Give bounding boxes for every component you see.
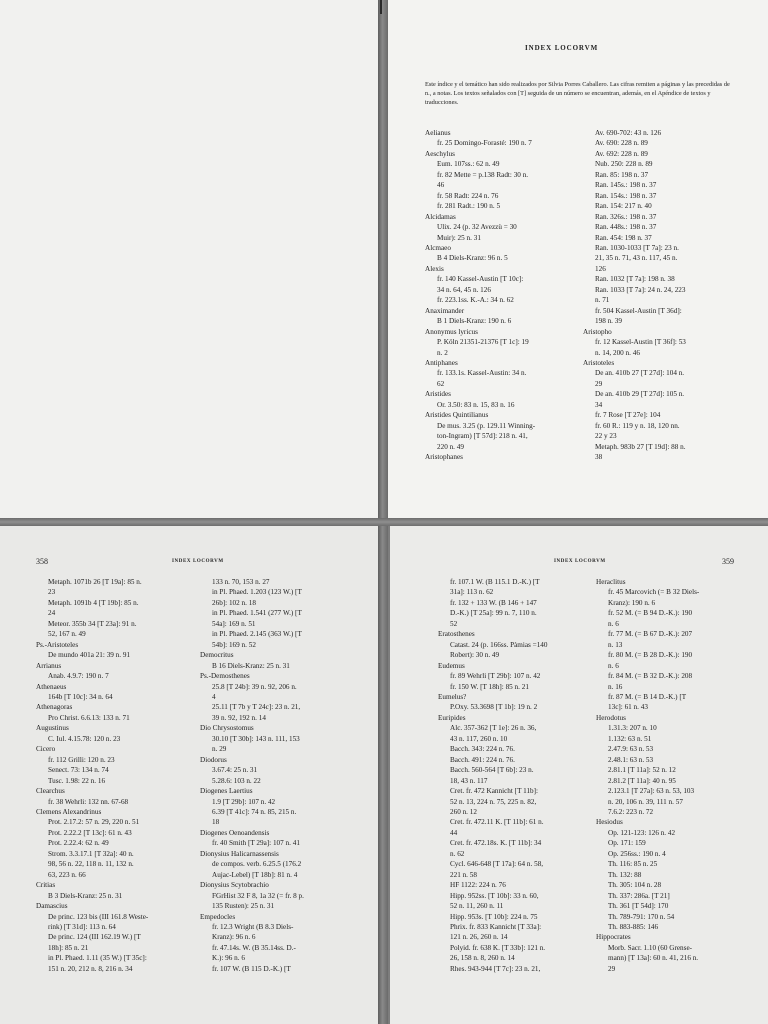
index-locus: Bacch. 343: 224 n. 76. — [450, 745, 515, 754]
page-number: 358 — [36, 557, 48, 566]
index-locus: Alc. 357-362 [T 1e]: 26 n. 36, — [450, 724, 537, 733]
index-locus: Bacch. 491: 224 n. 76. — [450, 755, 515, 764]
index-author: Anonymus lyricus — [425, 327, 478, 336]
index-locus: fr. 58 Radt: 224 n. 76 — [437, 191, 499, 200]
index-locus: HF 1122: 224 n. 76 — [450, 881, 506, 890]
index-locus: fr. 45 Marcovich (= B 32 Diels- — [608, 588, 700, 597]
index-locus: Cycl. 646-648 [T 17a]: 64 n. 58, — [450, 860, 544, 869]
index-locus: Polyid. fr. 638 K. [T 33b]: 121 n. — [450, 943, 546, 952]
index-locus: 52 n. 13, 224 n. 75, 225 n. 82, — [450, 797, 537, 806]
index-locus: 62 — [437, 379, 445, 388]
index-author: Aelianus — [425, 129, 451, 137]
index-locus: Ran. 145s.: 198 n. 37 — [595, 181, 657, 190]
index-author: Antiphanes — [425, 358, 458, 367]
index-page-358 — [0, 525, 380, 1024]
index-locus: B 16 Diels-Kranz: 25 n. 31 — [212, 661, 290, 670]
index-author: Clemens Alexandrinus — [36, 807, 102, 816]
index-author: Dionysius Halicarnassensis — [200, 849, 279, 858]
index-locus: fr. 80 M. (= B 28 D.-K.): 190 — [608, 651, 693, 660]
index-author: Eudemus — [438, 661, 465, 670]
index-locus: Prot. 2.22.2 [T 13c]: 61 n. 43 — [48, 828, 132, 837]
index-locus: 44 — [450, 828, 458, 837]
index-locus: Aujac-Lebel) [T 18b]: 81 n. 4 — [212, 870, 298, 879]
index-locus: De mus. 3.25 (p. 129.11 Winning- — [437, 421, 536, 430]
index-locus: Ran. 1033 [T 7a]: 24 n. 24, 223 — [595, 285, 686, 294]
index-author: Alexis — [425, 264, 444, 273]
index-locus: Strom. 3.3.17.1 [T 32a]: 40 n. — [48, 849, 134, 858]
index-locus: 151 n. 20, 212 n. 8, 216 n. 34 — [48, 964, 133, 973]
index-author: Aristoteles — [583, 358, 615, 367]
index-author: Herodotus — [596, 713, 626, 722]
index-locus: De princ. 124 (III 162.19 W.) [T — [48, 933, 141, 942]
index-locus: Eum. 107ss.: 62 n. 49 — [437, 160, 500, 169]
index-locus: 25.8 [T 24b]: 39 n. 92, 206 n. — [212, 682, 297, 691]
index-locus: 3.67.4: 25 n. 31 — [212, 766, 258, 775]
index-author: Eumelus? — [438, 692, 467, 701]
index-locus: Prot. 2.17.2: 57 n. 29, 220 n. 51 — [48, 818, 140, 827]
index-locus: B 3 Diels-Kranz: 25 n. 31 — [48, 891, 123, 900]
index-locus: Nub. 250: 228 n. 89 — [595, 160, 653, 169]
index-locus: 1.132: 63 n. 51 — [608, 734, 652, 743]
index-locus: Ran. 326s.: 198 n. 37 — [595, 212, 657, 221]
index-author: Eratosthenes — [438, 630, 475, 639]
index-locus: Av. 690-702: 43 n. 126 — [595, 129, 662, 137]
index-author: Dio Chrysostomus — [200, 724, 254, 733]
index-author: Aristides Quintilianus — [425, 411, 489, 420]
index-locus: fr. 12.3 Wright (B 8.3 Diels- — [212, 922, 294, 931]
index-locus: Ran. 454: 198 n. 37 — [595, 233, 652, 242]
index-title: INDEX LOCORVM — [525, 44, 599, 52]
index-locus: De princ. 123 bis (III 161.8 Weste- — [48, 912, 149, 921]
index-locus: n. 14, 200 n. 46 — [595, 348, 640, 357]
index-locus: fr. 7 Rose [T 27e]: 104 — [595, 411, 661, 420]
index-author: Aristophanes — [425, 453, 463, 462]
index-locus: 23 — [48, 588, 56, 597]
index-locus: B 1 Diels-Kranz: 190 n. 6 — [437, 317, 512, 326]
index-locus: 164b [T 10c]: 34 n. 64 — [48, 692, 113, 701]
index-author: Athenaeus — [36, 682, 67, 691]
index-locus: 4 — [212, 692, 216, 701]
index-locus: 34 n. 64, 45 n. 126 — [437, 285, 491, 294]
index-locus: Hipp. 953s. [T 10b]: 224 n. 75 — [450, 912, 538, 921]
index-author: Diogenes Oenoandensis — [200, 828, 270, 837]
index-column — [425, 128, 585, 463]
index-author: Arrianus — [36, 661, 62, 670]
index-locus: Muir): 25 n. 31 — [437, 233, 481, 242]
index-locus: n. 16 — [608, 682, 623, 691]
index-author: Aeschylus — [425, 149, 455, 158]
index-locus: Op. 171: 159 — [608, 839, 646, 848]
index-locus: 2.47.9: 63 n. 53 — [608, 745, 654, 754]
index-locus: fr. 281 Radt.: 190 n. 5 — [437, 202, 501, 211]
index-locus: De an. 410b 27 [T 27d]: 104 n. — [595, 369, 685, 378]
index-locus: n. 71 — [595, 296, 610, 305]
index-locus: fr. 150 W. [T 18h]: 85 n. 21 — [450, 682, 529, 691]
index-locus: 54a]: 169 n. 51 — [212, 619, 256, 628]
index-locus: Cret. fr. 472.11 K. [T 11b]: 61 n. — [450, 818, 544, 827]
index-author: Augustinus — [36, 724, 69, 733]
index-locus: 52 n. 11, 260 n. 11 — [450, 902, 504, 911]
index-locus: Th. 883-885: 146 — [608, 922, 659, 931]
index-locus: fr. 132 + 133 W. (B 146 + 147 — [450, 598, 537, 607]
index-locus: 30.10 [T 30b]: 143 n. 111, 153 — [212, 734, 300, 743]
index-locus: n. 6 — [608, 661, 619, 670]
index-locus: 2.48.1: 63 n. 53 — [608, 755, 654, 764]
index-page-359 — [390, 525, 768, 1024]
running-head: INDEX LOCORVM — [172, 559, 224, 564]
index-author: Hesiodus — [596, 818, 623, 827]
index-locus: Ran. 85: 198 n. 37 — [595, 170, 649, 179]
index-author: Damascius — [36, 902, 68, 911]
index-locus: in Pl. Phaed. 1.203 (123 W.) [T — [212, 588, 302, 597]
index-locus: Senect. 73: 134 n. 74 — [48, 766, 109, 775]
index-locus: 198 n. 39 — [595, 317, 622, 326]
index-locus: in Pl. Phaed. 1.11 (35 W.) [T 35c]: — [48, 954, 147, 963]
index-locus: 135 Rusten): 25 n. 31 — [212, 902, 275, 911]
index-locus: fr. 25 Domingo-Forasté: 190 n. 7 — [437, 139, 532, 148]
index-locus: fr. 60 R.: 119 y n. 18, 120 nn. — [595, 421, 680, 430]
index-author: Alcidamas — [425, 212, 456, 221]
index-locus: Th. 305: 104 n. 28 — [608, 881, 662, 890]
index-locus: fr. 223.1ss. K.-A.: 34 n. 62 — [437, 296, 514, 305]
index-locus: fr. 77 M. (= B 67 D.-K.): 207 — [608, 630, 693, 639]
index-locus: n. 20, 106 n. 39, 111 n. 57 — [608, 797, 683, 806]
index-locus: P. Köln 21351-21376 [T 1c]: 19 — [437, 338, 529, 347]
index-locus: 22 y 23 — [595, 432, 617, 441]
index-page-top-right — [385, 0, 768, 518]
index-locus: fr. 504 Kassel-Austin [T 36d]: — [595, 306, 682, 315]
index-locus: n. 29 — [212, 745, 227, 754]
index-locus: Anab. 4.9.7: 190 n. 7 — [48, 672, 109, 681]
index-locus: de compos. verb. 6.25.5 (176.2 — [212, 860, 302, 869]
index-locus: 21, 35 n. 71, 43 n. 117, 45 n. — [595, 254, 678, 263]
index-author: Dionysius Scytobrachio — [200, 881, 269, 890]
index-locus: 133 n. 70, 153 n. 27 — [212, 578, 270, 586]
index-locus: Th. 361 [T 54d]: 170 — [608, 902, 669, 911]
index-locus: 18 — [212, 818, 220, 827]
index-locus: Ran. 154: 217 n. 40 — [595, 202, 652, 211]
index-locus: P.Oxy. 53.3698 [T 1b]: 19 n. 2 — [450, 703, 538, 712]
index-author: Clearchus — [36, 787, 65, 796]
index-locus: 52, 167 n. 49 — [48, 630, 86, 639]
index-locus: fr. 89 Wehrli [T 29b]: 107 n. 42 — [450, 672, 541, 681]
index-column — [438, 577, 598, 974]
index-locus: 121 n. 26, 260 n. 14 — [450, 933, 508, 942]
index-locus: 2.81.1 [T 11a]: 52 n. 12 — [608, 766, 676, 775]
index-locus: in Pl. Phaed. 1.541 (277 W.) [T — [212, 609, 302, 618]
index-locus: 38 — [595, 453, 603, 462]
index-author: Ps.-Demosthenes — [200, 672, 250, 681]
index-locus: fr. 140 Kassel-Austin [T 10c]: — [437, 275, 524, 284]
index-locus: Kranz): 96 n. 6 — [212, 933, 256, 942]
index-locus: 31a]: 113 n. 62 — [450, 588, 494, 597]
index-locus: Metaph. 1091b 4 [T 19b]: 85 n. — [48, 598, 139, 607]
index-author: Athenagoras — [36, 703, 73, 712]
index-locus: De an. 410b 29 [T 27d]: 105 n. — [595, 390, 685, 399]
index-locus: n. 62 — [450, 849, 465, 858]
index-locus: 1.9 [T 29b]: 107 n. 42 — [212, 797, 276, 806]
index-locus: Tusc. 1.98: 22 n. 16 — [48, 776, 106, 785]
index-locus: 18, 43 n. 117 — [450, 776, 488, 785]
index-locus: K.): 96 n. 6 — [212, 954, 245, 963]
index-locus: D.-K.) [T 25a]: 99 n. 7, 110 n. — [450, 609, 537, 618]
index-locus: fr. 112 Grilli: 120 n. 23 — [48, 755, 115, 764]
index-locus: 7.6.2: 223 n. 72 — [608, 807, 654, 816]
index-author: Hippocrates — [596, 933, 631, 942]
index-locus: n. 13 — [608, 640, 623, 649]
index-author: Critias — [36, 881, 56, 890]
index-column — [36, 577, 196, 974]
blank-page-top-left — [0, 0, 378, 518]
index-locus: Op. 256ss.: 190 n. 4 — [608, 849, 666, 858]
index-column — [583, 128, 733, 463]
running-head: INDEX LOCORVM — [554, 559, 606, 564]
index-locus: 98, 56 n. 22, 118 n. 11, 132 n. — [48, 860, 134, 869]
index-locus: fr. 47.14s. W. (B 35.14ss. D.- — [212, 943, 296, 952]
index-locus: Prot. 2.22.4: 62 n. 49 — [48, 839, 109, 848]
index-author: Empedocles — [200, 912, 236, 921]
index-locus: 5.28.6: 103 n. 22 — [212, 776, 261, 785]
index-locus: fr. 133.1s. Kassel-Austin: 34 n. — [437, 369, 527, 378]
index-locus: fr. 84 M. (= B 32 D.-K.): 208 — [608, 672, 693, 681]
index-locus: fr. 82 Mette = p.138 Radt: 30 n. — [437, 170, 529, 179]
index-locus: 6.39 [T 41c]: 74 n. 85, 215 n. — [212, 807, 297, 816]
index-locus: 43 n. 117, 260 n. 10 — [450, 734, 508, 743]
index-locus: in Pl. Phaed. 2.145 (363 W.) [T — [212, 630, 302, 639]
index-locus: fr. 40 Smith [T 29a]: 107 n. 41 — [212, 839, 300, 848]
index-intro: Este índice y el temático han sido realizados por Silvia Porres Caballero. Las cifras remiten a páginas y las precedidas de n., a notas. Los textos señalados con [T] seguida de un número se encuentran, además, en el Apéndice de textos y traducciones. — [425, 81, 730, 106]
index-locus: Robert): 30 n. 49 — [450, 651, 500, 660]
index-locus: Av. 692: 228 n. 89 — [595, 149, 648, 158]
index-locus: 29 — [595, 379, 603, 388]
index-column — [596, 577, 756, 974]
index-locus: Th. 337: 286a. [T 21] — [608, 891, 670, 900]
index-locus: 13c]: 61 n. 43 — [608, 703, 648, 712]
index-locus: FGrHist 32 F 8, 1a 32 (= fr. 8 p. — [212, 891, 304, 900]
index-locus: 221 n. 58 — [450, 870, 477, 879]
index-locus: 26b]: 102 n. 18 — [212, 598, 256, 607]
index-locus: Hipp. 952ss. [T 10b]: 33 n. 60, — [450, 891, 539, 900]
index-locus: fr. 107 W. (B 115 D.-K.) [T — [212, 964, 291, 973]
index-locus: Cret. fr. 472 Kannicht [T 11b]: — [450, 787, 539, 796]
index-locus: Ulix. 24 (p. 32 Avezzù = 30 — [437, 223, 517, 232]
index-author: Euripides — [438, 713, 466, 722]
index-author: Aristopho — [583, 327, 612, 336]
index-locus: 26, 158 n. 8, 260 n. 14 — [450, 954, 515, 963]
index-locus: Metaph. 983b 27 [T 19d]: 88 n. — [595, 442, 686, 451]
index-locus: fr. 52 M. (= B 94 D.-K.): 190 — [608, 609, 693, 618]
index-locus: Th. 789-791: 170 n. 54 — [608, 912, 675, 921]
index-locus: 54b]: 169 n. 52 — [212, 640, 256, 649]
index-locus: n. 2 — [437, 348, 448, 357]
index-locus: 1.31.3: 207 n. 10 — [608, 724, 657, 733]
index-locus: 25.11 [T 7b y T 24c]: 23 n. 21, — [212, 703, 301, 712]
index-locus: fr. 107.1 W. (B 115.1 D.-K.) [T — [450, 578, 540, 586]
index-author: Diogenes Laertius — [200, 787, 253, 796]
index-locus: Th. 132: 88 — [608, 870, 642, 879]
book-gutter — [378, 0, 388, 1024]
index-locus: 220 n. 49 — [437, 442, 464, 451]
index-locus: 34 — [595, 400, 603, 409]
index-column — [200, 577, 360, 974]
index-author: Cicero — [36, 745, 56, 754]
index-author: Ps.-Aristoteles — [36, 640, 79, 649]
index-locus: fr. 12 Kassel-Austin [T 36f]: 53 — [595, 338, 686, 347]
index-author: Heraclitus — [596, 578, 626, 586]
index-author: Democritus — [200, 651, 234, 660]
index-locus: Morb. Sacr. 1.10 (60 Grense- — [608, 943, 693, 952]
index-locus: n. 6 — [608, 619, 619, 628]
index-locus: C. Iul. 4.15.78: 120 n. 23 — [48, 734, 121, 743]
index-locus: Or. 3.50: 83 n. 15, 83 n. 16 — [437, 400, 515, 409]
index-locus: Ran. 1030-1033 [T 7a]: 23 n. — [595, 243, 679, 252]
index-locus: Catast. 24 (p. 166ss. Pàmias =140 — [450, 640, 548, 649]
page-fold — [0, 518, 768, 526]
index-locus: Pro Christ. 6.6.13: 133 n. 71 — [48, 713, 130, 722]
index-locus: Av. 690: 228 n. 89 — [595, 139, 648, 148]
index-locus: Cret. fr. 472.18s. K. [T 11b]: 34 — [450, 839, 542, 848]
index-locus: B 4 Diels-Kranz: 96 n. 5 — [437, 254, 508, 263]
index-locus: 46 — [437, 181, 445, 190]
index-locus: 2.81.2 [T 11a]: 40 n. 95 — [608, 776, 676, 785]
index-locus: mann) [T 13a]: 60 n. 41, 216 n. — [608, 954, 699, 963]
index-author: Diodorus — [200, 755, 227, 764]
index-author: Alcmaeo — [425, 243, 451, 252]
index-locus: Bacch. 560-564 [T 6b]: 23 n. — [450, 766, 534, 775]
index-locus: 29 — [608, 964, 616, 973]
index-locus: 52 — [450, 619, 458, 628]
index-locus: Ran. 448s.: 198 n. 37 — [595, 223, 657, 232]
index-locus: 24 — [48, 609, 56, 618]
index-locus: 2.123.1 [T 27a]: 63 n. 53, 103 — [608, 787, 695, 796]
index-author: Anaximander — [425, 306, 465, 315]
index-locus: 126 — [595, 264, 606, 273]
index-author: Aristides — [425, 390, 451, 399]
index-locus: 18h]: 85 n. 21 — [48, 943, 89, 952]
index-locus: Th. 116: 85 n. 25 — [608, 860, 658, 869]
index-locus: Kranz): 190 n. 6 — [608, 598, 656, 607]
index-locus: Metaph. 1071b 26 [T 19a]: 85 n. — [48, 578, 142, 586]
index-locus: Ran. 1032 [T 7a]: 198 n. 38 — [595, 275, 675, 284]
index-locus: 63, 223 n. 66 — [48, 870, 86, 879]
index-locus: Rhes. 943-944 [T 7c]: 23 n. 21, — [450, 964, 541, 973]
index-locus: fr. 87 M. (= B 14 D.-K.) [T — [608, 692, 687, 701]
index-locus: Meteor. 355b 34 [T 23a]: 91 n. — [48, 619, 137, 628]
index-locus: 260 n. 12 — [450, 807, 477, 816]
scan-mark — [380, 0, 382, 14]
index-locus: Op. 121-123: 126 n. 42 — [608, 828, 676, 837]
index-locus: rink) [T 31d]: 113 n. 64 — [48, 922, 116, 931]
index-locus: ton-Ingram) [T 57d]: 218 n. 41, — [437, 432, 528, 441]
page-number: 359 — [722, 557, 734, 566]
index-locus: fr. 38 Wehrli: 132 nn. 67-68 — [48, 797, 129, 806]
index-locus: De mundo 401a 21: 39 n. 91 — [48, 651, 131, 660]
index-locus: 39 n. 92, 192 n. 14 — [212, 713, 266, 722]
index-locus: Ran. 154s.: 198 n. 37 — [595, 191, 657, 200]
index-locus: Phrix. fr. 833 Kannicht [T 33a]: — [450, 922, 542, 931]
